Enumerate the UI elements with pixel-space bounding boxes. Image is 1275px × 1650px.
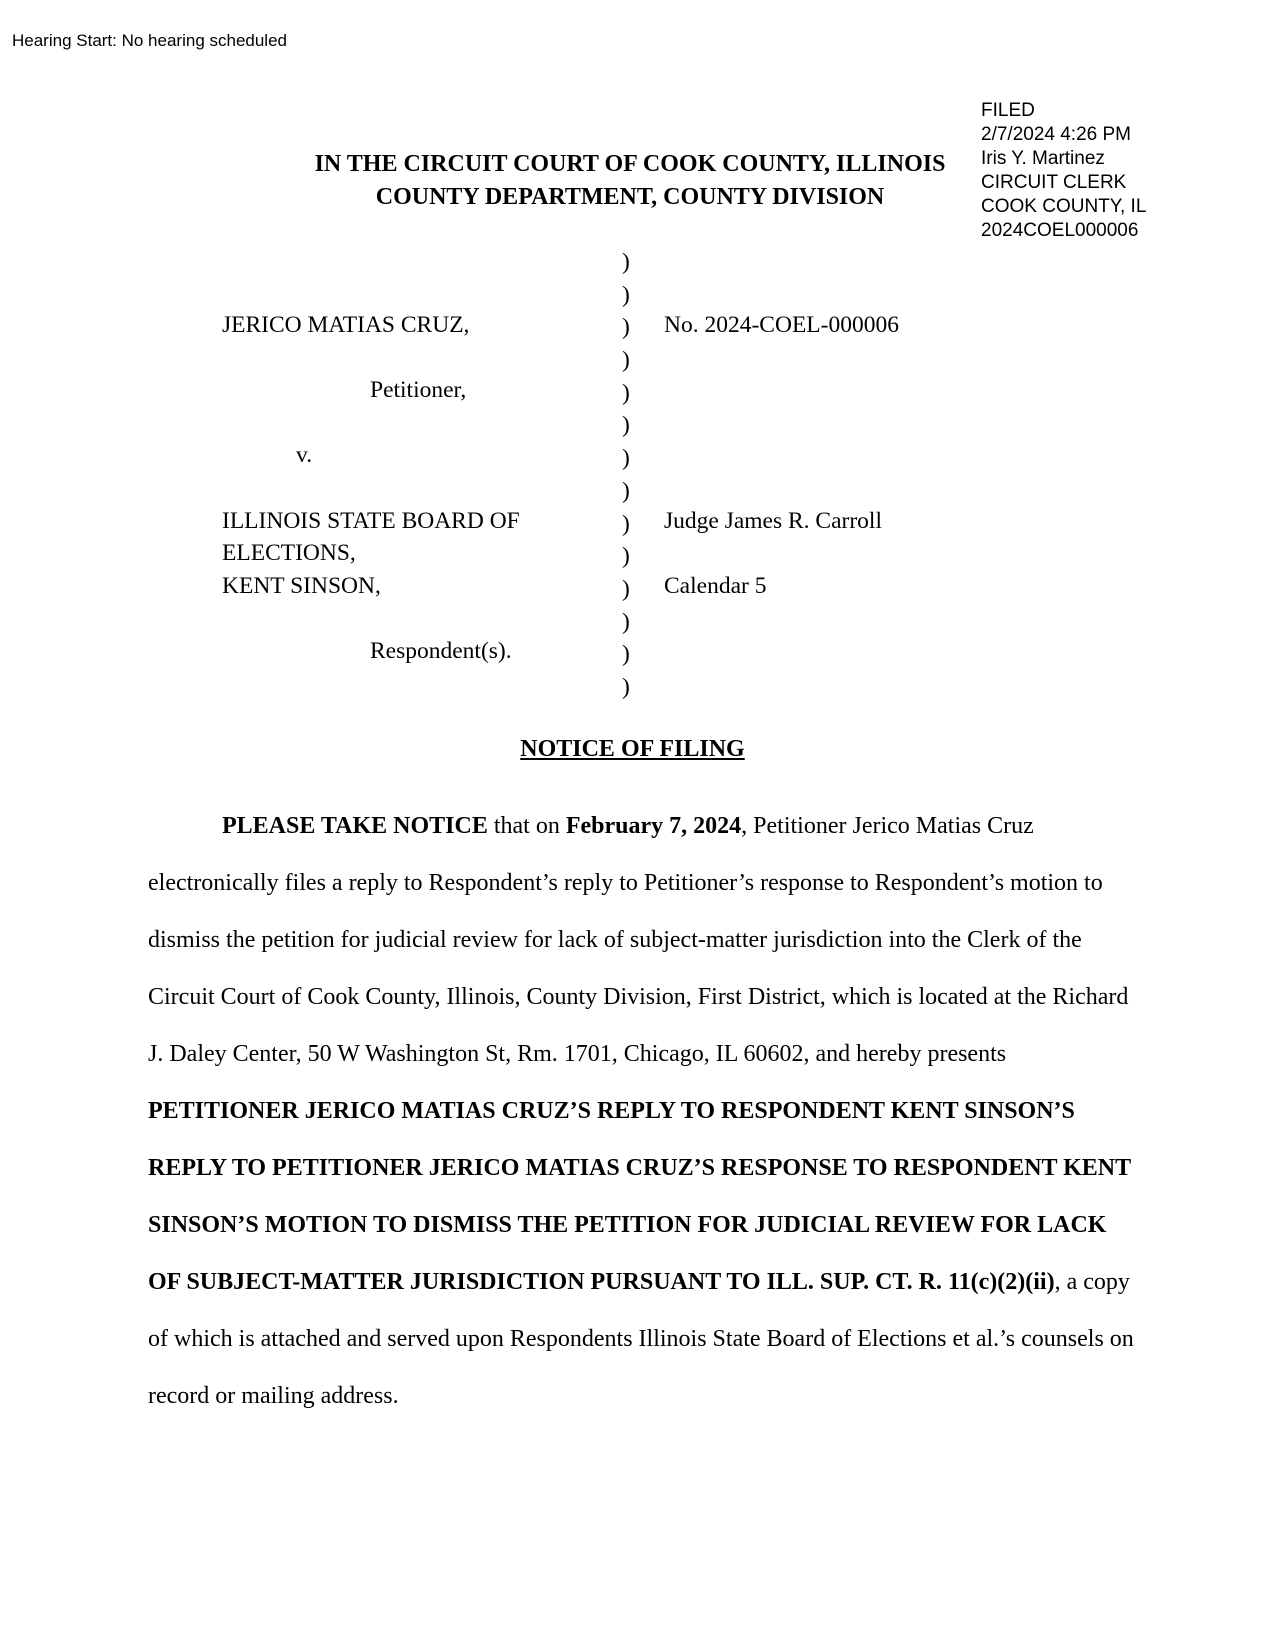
filing-date: February 7, 2024 (565, 813, 742, 839)
filing-title: PETITIONER JERICO MATIAS CRUZ’S REPLY TO RESPONDENT KENT SINSON’S REPLY TO PETITIONER JERICO MATIAS CRUZ’S RESPONSE TO RESPONDENT KENT SINSON’S MOTION TO DISMISS THE PETITION FOR JUDICIAL REVIEW FOR LACK OF SUBJECT-MATTER JURISDICTION PURSUANT TO ILL. SUP. CT. R. 11(c)(2)(ii) (148, 1098, 1131, 1295)
caption-paren: ) (622, 543, 630, 570)
respondent-name-line-3: KENT SINSON, (222, 573, 381, 599)
notice-title: NOTICE OF FILING (520, 736, 745, 762)
caption-paren: ) (622, 673, 630, 700)
petitioner-name: JERICO MATIAS CRUZ, (222, 312, 470, 338)
case-number: No. 2024-COEL-000006 (664, 312, 899, 338)
respondent-role: Respondent(s). (370, 638, 512, 664)
caption-paren: ) (622, 412, 630, 439)
judge-name: Judge James R. Carroll (664, 508, 882, 534)
filed-stamp-county: COOK COUNTY, IL (981, 196, 1147, 217)
petitioner-role: Petitioner, (370, 377, 467, 403)
caption-paren: ) (622, 445, 630, 472)
court-header-line-2: COUNTY DEPARTMENT, COUNTY DIVISION (375, 184, 885, 210)
caption-paren: ) (622, 281, 630, 308)
notice-text-1: that on (487, 813, 566, 839)
caption-paren: ) (622, 608, 630, 635)
case-caption (0, 246, 1275, 706)
hearing-status-line: Hearing Start: No hearing scheduled (12, 31, 287, 50)
filed-stamp-status: FILED (981, 100, 1035, 121)
filed-stamp-datetime: 2/7/2024 4:26 PM (981, 124, 1131, 145)
filed-stamp-clerk-title: CIRCUIT CLERK (981, 172, 1127, 193)
respondent-name-line-2: ELECTIONS, (222, 540, 356, 566)
versus-label: v. (296, 442, 313, 468)
calendar-number: Calendar 5 (664, 573, 767, 599)
filed-stamp-clerk-name: Iris Y. Martinez (981, 148, 1105, 169)
court-header-line-1: IN THE CIRCUIT COURT OF COOK COUNTY, ILLINOIS (314, 151, 946, 177)
notice-body-paragraph (148, 798, 1138, 1425)
caption-paren: ) (622, 314, 630, 341)
caption-paren: ) (622, 477, 630, 504)
caption-paren-column (622, 246, 630, 704)
notice-lead: PLEASE TAKE NOTICE (222, 813, 488, 839)
filed-stamp (981, 99, 1146, 243)
caption-paren: ) (622, 641, 630, 668)
notice-text-2: , Petitioner Jerico Matias Cruz electronically files a reply to Respondent’s reply to Petitioner’s response to Respondent’s motion to dismiss the petition for judicial review for lack of subject-matter jurisdiction into the Clerk of the Circuit Court of Cook County, Illinois, County Division, First District, which is located at the Richard J. Daley Center, 50 W Washington St, Rm. 1701, Chicago, IL 60602, and hereby presents (148, 813, 1129, 1067)
caption-paren: ) (622, 249, 630, 275)
caption-paren: ) (622, 510, 630, 537)
filed-stamp-case-id: 2024COEL000006 (981, 220, 1139, 241)
caption-paren: ) (622, 347, 630, 374)
court-header (280, 148, 980, 214)
caption-paren: ) (622, 575, 630, 602)
caption-paren: ) (622, 379, 630, 406)
notice-text-3: , a copy of which is attached and served upon Respondents Illinois State Board of Elections et al.’s counsels on record or mailing address. (148, 1269, 1134, 1409)
respondent-name-line-1: ILLINOIS STATE BOARD OF (222, 508, 520, 534)
